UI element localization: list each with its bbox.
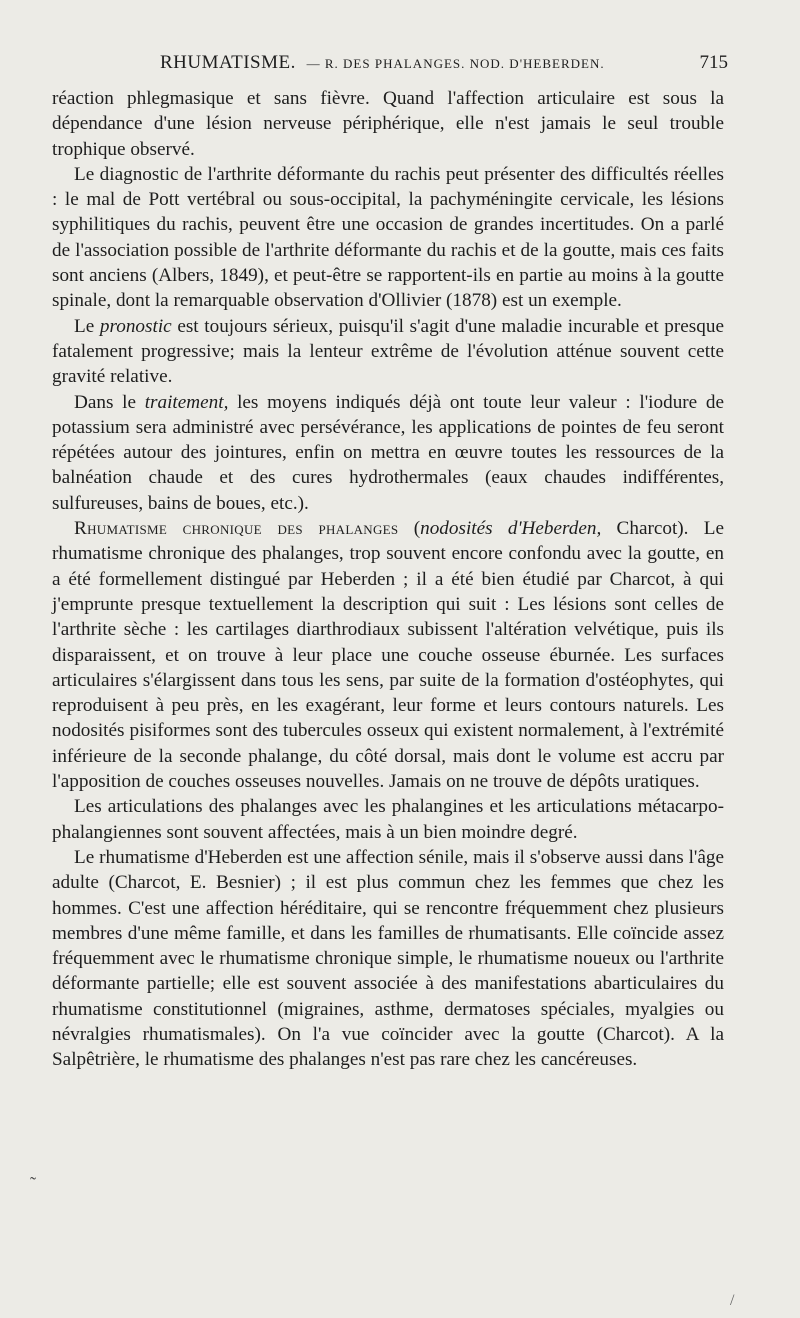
margin-mark: ˷ [30, 1160, 36, 1180]
section-heading: Rhumatisme chronique des phalanges [74, 518, 399, 540]
paragraph-text: ( [398, 518, 421, 540]
paragraph-text: Dans le [74, 391, 145, 413]
paragraph-heberden-affection: Le rhumatisme d'Heberden est une affection sénile, mais il s'observe aussi dans l'âge adulte (Charcot, E. Besnier) ; il est plus commun chez les femmes que chez les hommes. C'est une affection héréditaire, qui se rencontre fréquemment chez plusieurs membres d'une même famille, et dans les familles de rhumatisants. Elle coïncide assez fréquemment avec le rhumatisme chronique simple, le rhumatisme noueux ou l'arthrite déformante partielle; elle est souvent associée à des manifestations abarticulaires du rhumatisme constitutionnel (migraines, asthme, dermatoses spéciales, myalgies ou névralgies rhumatismales). On l'a vue coïncider avec la goutte (Charcot). A la Salpêtrière, le rhumatisme des phalanges n'est pas rare chez les cancéreuses. [52, 846, 724, 1071]
running-title-main: RHUMATISME. [160, 52, 296, 73]
running-title [160, 52, 605, 74]
page-body [52, 86, 724, 1073]
paragraph-section-heberden [52, 516, 724, 794]
paragraph-text: est toujours sérieux, puisqu'il s'agit d'une maladie incurable et presque fatalement progressive; mais la lenteur extrême de l'évolution atténue souvent cette gravité relative. [52, 315, 724, 388]
paragraph-text: Charcot). Le rhumatisme chronique des phalanges, trop souvent encore confondu avec la goutte, en a été formellement distingué par Heberden ; il a été bien étudié par Charcot, à qui j'emprunte presque textuellement la description qui suit : Les lésions sont celles de l'arthrite sèche : les cartilages diarthrodiaux subissent l'altération velvétique, puis ils disparaissent, et on trouve à leur place une couche osseuse éburnée. Les surfaces articulaires s'élargissent dans tous les sens, par suite de la formation d'ostéophytes, qui reproduisent à peu près, en les exagérant, leur forme et leurs contours naturels. Les nodosités pisiformes sont des tubercules osseux qui existent normalement, à l'extrémité inférieure de la seconde phalange, du côté dorsal, mais dont le volume est accru par l'apposition de couches osseuses nouvelles. Jamais on ne trouve de dépôts uratiques. [52, 518, 724, 793]
italic-term: pronostic [99, 315, 172, 337]
paragraph-diagnostic: Le diagnostic de l'arthrite déformante du rachis peut présenter des difficultés réelles : le mal de Pott vertébral ou sous-occipital, la pachyméningite cervicale, les lésions syphilitiques du rachis, peuvent être une occasion de grandes incertitudes. On a parlé de l'association possible de l'arthrite déformante du rachis et de la goutte, mais ces faits sont anciens (Albers, 1849), et peut-être se rapportent-ils en partie au moins à la goutte spinale, dont la remarquable observation d'Ollivier (1878) est un exemple. [52, 163, 724, 312]
running-title-sub: — R. DES PHALANGES. NOD. D'HEBERDEN. [306, 56, 605, 71]
paragraph-continuation: réaction phlegmasique et sans fièvre. Quand l'affection articulaire est sous la dépendance d'une lésion nerveuse périphérique, elle n'est jamais le seul trouble trophique observé. [52, 88, 724, 160]
paragraph-text: Le [74, 315, 100, 337]
paragraph-articulations: Les articulations des phalanges avec les phalangines et les articulations métacarpo-phalangiennes sont souvent affectées, mais à un bien moindre degré. [52, 796, 724, 843]
italic-term: traitement, [144, 391, 229, 413]
italic-term: nodosités d'Heberden, [420, 518, 602, 540]
paragraph-text: les moyens indiqués déjà ont toute leur valeur : l'iodure de potassium sera administré avec persévérance, les applications de pointes de feu seront répétées autour des jointures, enfin on mettra en œuvre toutes les ressources de la balnéation chaude et des cures hydrothermales (eaux chaudes indifférentes, sulfureuses, bains de boues, etc.). [52, 391, 725, 514]
stray-mark: / [730, 1292, 735, 1309]
running-header [52, 52, 728, 78]
page-number: 715 [699, 52, 728, 73]
paragraph-traitement [52, 390, 724, 516]
paragraph-pronostic [52, 314, 724, 390]
